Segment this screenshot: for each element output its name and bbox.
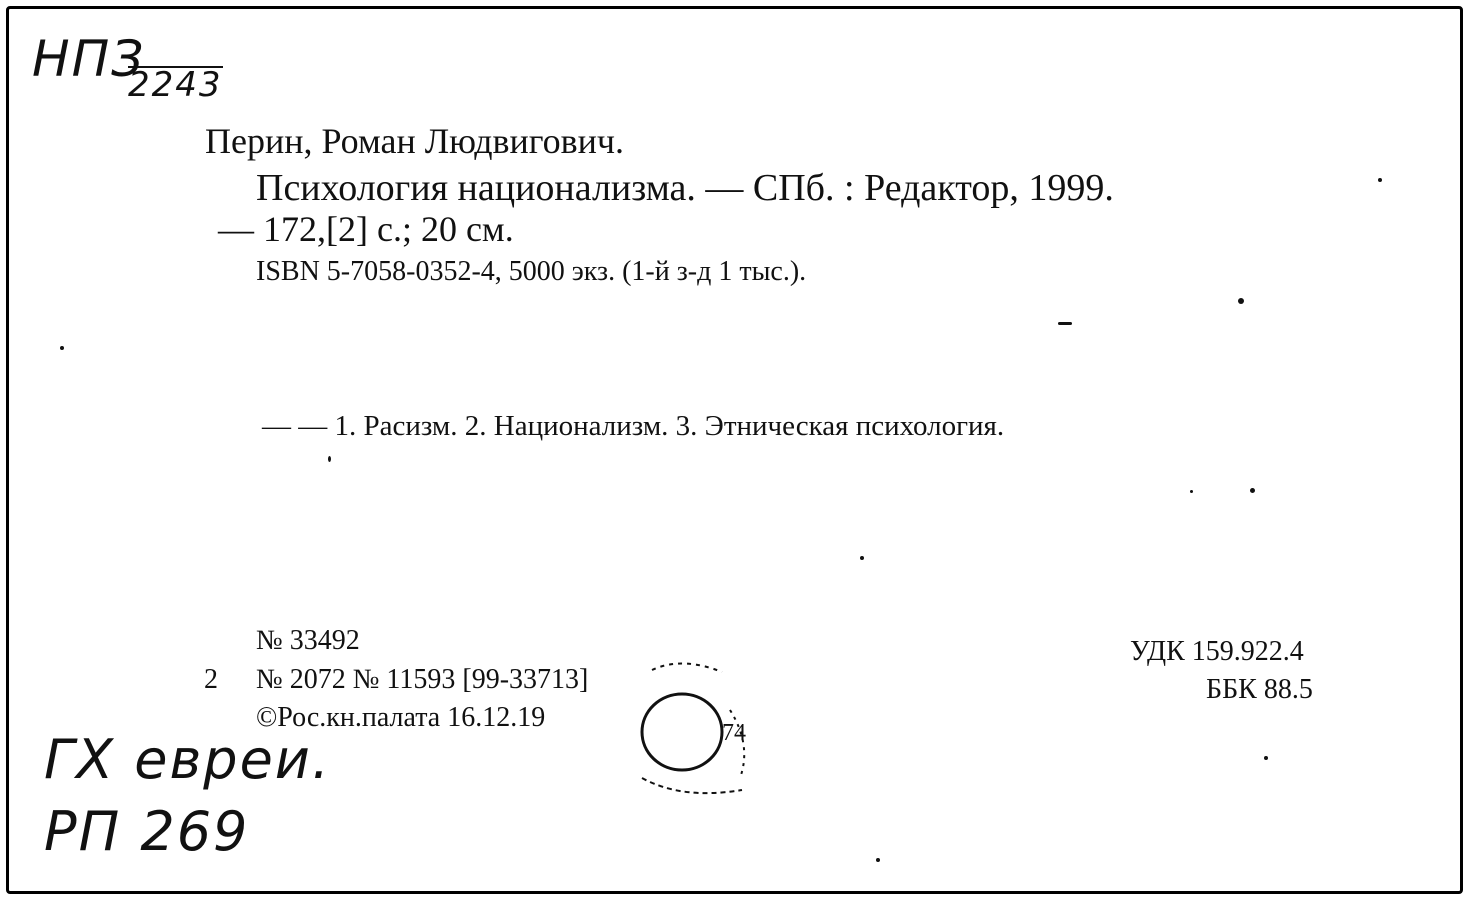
physical-description: — 172,[2] с.; 20 см. bbox=[218, 209, 514, 249]
handwritten-subject-note: ГХ евреи. bbox=[44, 728, 332, 791]
record-number: № 33492 bbox=[256, 625, 360, 656]
handwritten-code: НПЗ bbox=[32, 30, 146, 88]
scan-speck bbox=[1250, 488, 1255, 493]
handwritten-shelf-mark: РП 269 bbox=[44, 800, 250, 863]
scan-speck bbox=[1190, 490, 1193, 493]
author-heading: Перин, Роман Людвигович. bbox=[205, 121, 625, 161]
scan-speck bbox=[328, 456, 331, 462]
scan-speck bbox=[1238, 298, 1244, 304]
isbn-line: ISBN 5-7058-0352-4, 5000 экз. (1-й з-д 1 тыс.). bbox=[256, 256, 807, 287]
scan-speck bbox=[1378, 178, 1382, 182]
title-statement: Психология национализма. — СПб. : Редактор, 1999. bbox=[256, 167, 1114, 209]
stamp-number: 74 bbox=[722, 720, 746, 746]
udk-code: УДК 159.922.4 bbox=[1130, 636, 1304, 667]
handwritten-code-number: 2243 bbox=[128, 65, 223, 105]
book-chamber-copyright: ©Рос.кн.палата 16.12.19 bbox=[256, 702, 546, 733]
registration-numbers: № 2072 № 11593 [99-33713] bbox=[256, 664, 589, 695]
stamp-seal bbox=[612, 650, 772, 810]
scan-speck bbox=[860, 556, 864, 560]
scan-speck bbox=[60, 346, 64, 350]
scan-speck bbox=[1058, 322, 1072, 325]
scan-speck bbox=[1264, 756, 1268, 760]
copy-count: 2 bbox=[204, 664, 218, 695]
scan-speck bbox=[876, 858, 880, 862]
bbk-code: ББК 88.5 bbox=[1206, 674, 1313, 705]
subject-headings: — — 1. Расизм. 2. Национализм. 3. Этническая психология. bbox=[262, 410, 1005, 442]
